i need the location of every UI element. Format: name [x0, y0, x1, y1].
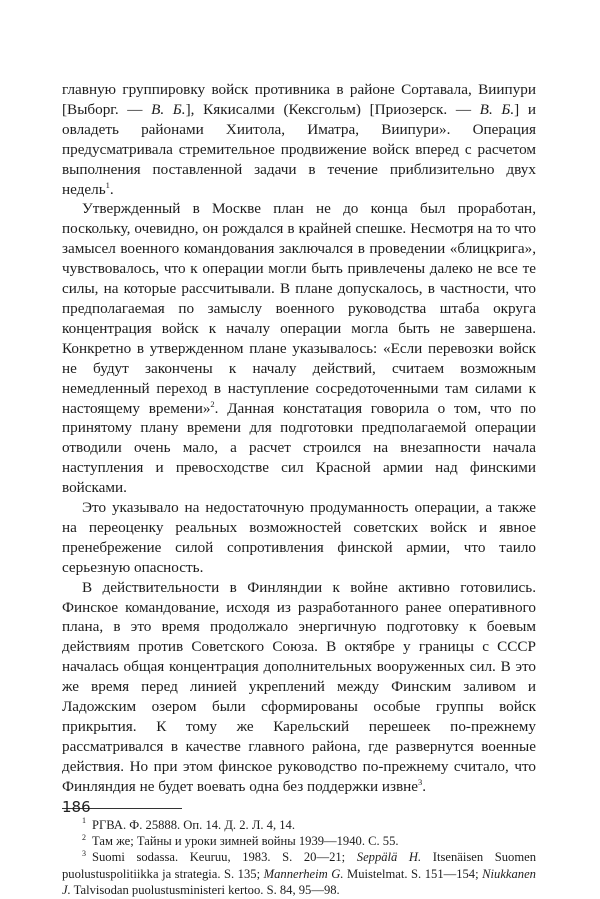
footnote-2 [62, 833, 536, 849]
footnote-1 [62, 817, 536, 833]
editor-initials: В. Б. [479, 100, 515, 118]
footnote-ref-3[interactable]: 3 [418, 776, 423, 787]
paragraph-4 [62, 578, 536, 797]
footnote-3-text: Talvisodan puolustusministeri kertoo. S. 84, 95—98. [70, 883, 340, 898]
footnote-3 [62, 849, 536, 898]
paragraph-1-text: главную группировку войск противника в районе Сортавала, Виипури [Выборг. — [62, 81, 536, 118]
footnote-2-text: Там же; Тайны и уроки зимней войны 1939—1940. С. 55. [92, 834, 399, 849]
footnote-author: Mannerheim G. [263, 866, 344, 881]
paragraph-1 [62, 80, 536, 199]
page-number: 186 [62, 798, 91, 816]
footnote-number: 2 [82, 832, 86, 842]
footnote-number: 1 [82, 816, 86, 826]
footnote-1-text: РГВА. Ф. 25888. Оп. 14. Д. 2. Л. 4, 14. [92, 817, 295, 832]
footnote-ref-2[interactable]: 2 [210, 398, 215, 409]
footnote-number: 3 [82, 849, 86, 859]
footnotes [62, 817, 536, 899]
paragraph-2 [62, 199, 536, 498]
paragraph-4-text: В действительности в Финляндии к войне активно готовились. Финское командование, исходя из разработанного ранее оперативного плана, в это время продолжало энергичную подготовку к боевым действиям против Советского Союза. В октябре у границы с СССР началась общая концентрация дополнительных вооруженных сил. В это же время перед линией укреплений между Финским заливом и Ладожским озером были сформированы особые группы войск прикрытия. К тому же Карельский перешеек по-прежнему рассматривался в качестве главного района, где развернутся военные действия. Но при этом финское руководство по-прежнему считало, что Финляндия не будет воевать одна без поддержки извне [62, 578, 536, 795]
editor-initials: В. Б. [151, 100, 186, 118]
paragraph-3-text: Это указывало на недостаточную продуманность операции, а также на переоценку реальных возможностей советских войск и явное пренебрежение силой сопротивления финской армии, что таило серьезную опасность. [62, 499, 536, 576]
footnote-3-text: Muistelmat. S. 151—154; [343, 866, 483, 881]
paragraph-3 [62, 498, 536, 578]
paragraph-2-end: . Данная констатация говорила о том, что по принятому плану времени для подготовки предполагаемой операции отводили очень мало, а расчет строился на внезапности начала наступления и превосходстве сил Красной армии над финскими войсками. [62, 399, 537, 497]
footnote-3-text: Itsenäisen Suomen puolustuspolitiikka ja strategia. S. 135; [62, 850, 537, 881]
page-body [62, 80, 536, 899]
footnote-3-text: Suomi sodassa. Keuruu, 1983. S. 20—21; [92, 850, 357, 865]
footnote-ref-1[interactable]: 1 [105, 179, 110, 190]
paragraph-1-text-3: ] и овладеть районами Хиитола, Иматра, Виипури». Операция предусматривала стремительное продвижение войск вперед с расчетом выполнения поставленной задачи в течение приблизительно двух недель [62, 100, 536, 198]
paragraph-1-text-2: ], Кякисалми (Кексгольм) [Приозерск. — [185, 100, 480, 118]
paragraph-4-end: . [422, 777, 427, 795]
paragraph-1-end: . [109, 180, 114, 198]
footnote-author: Seppälä H. [356, 850, 422, 865]
paragraph-2-text: Утвержденный в Москве план не до конца был проработан, поскольку, очевидно, он рождался в крайней спешке. Несмотря на то что замысел военного командования заключался в проведении «блицкрига», чувствовалось, что к операции могли быть привлечены далеко не все те силы, на которые рассчитывали. В плане допускалось, в частности, что предполагаемая по замыслу военного руководства штаба округа концентрация войск к началу операции могла быть не завершена. Конкретно в утвержденном плане указывалось: «Если перевозки войск не будут закончены к началу действий, считаем возможным немедленный переход в наступление сосредоточенными там силами к настоящему времени» [62, 200, 536, 417]
footnote-author: Niukkanen J. [62, 866, 536, 898]
